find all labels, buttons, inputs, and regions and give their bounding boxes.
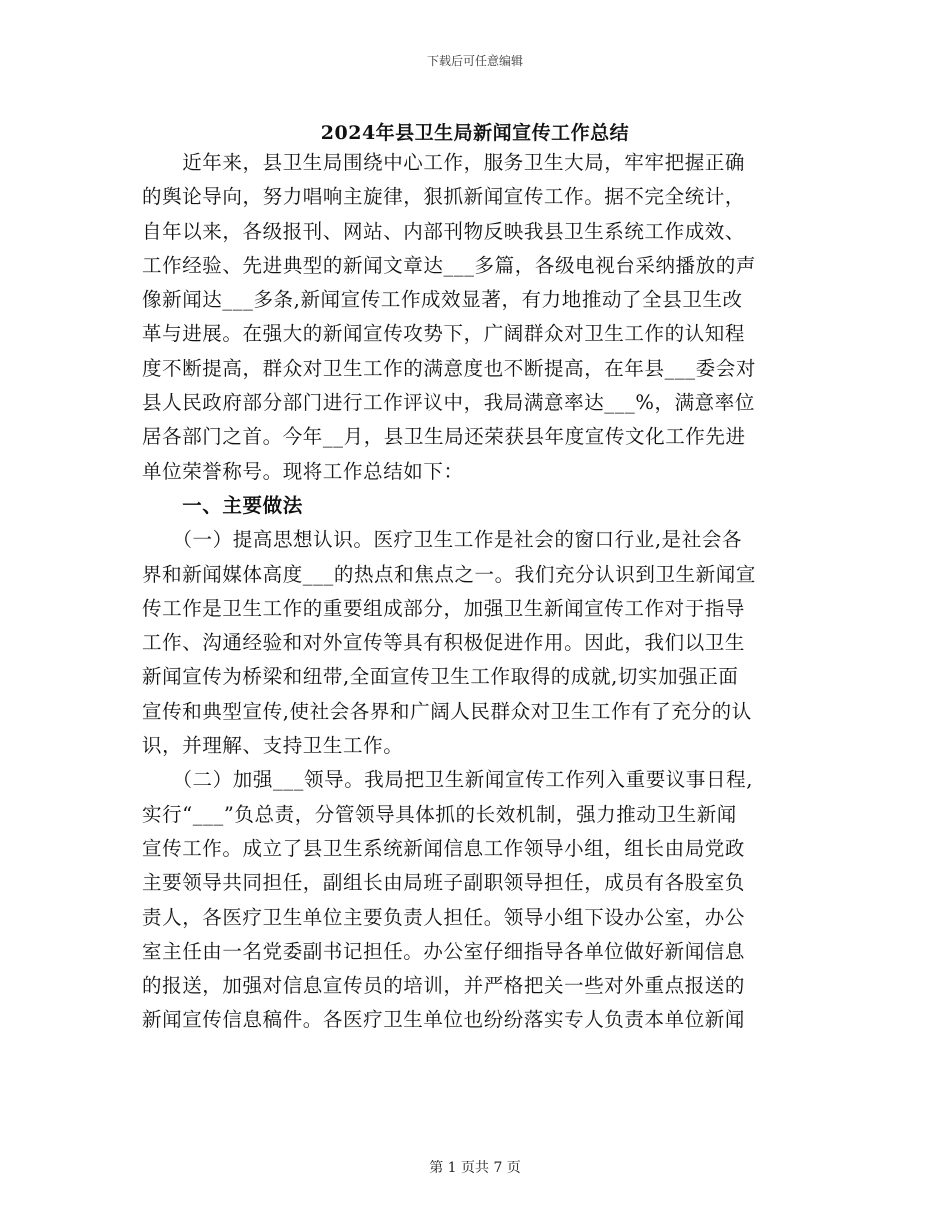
document-body xyxy=(142,146,832,1038)
body-line: 居各部门之首。今年__月，县卫生局还荣获县年度宣传文化工作先进 xyxy=(142,425,746,449)
body-line: 界和新闻媒体高度___的热点和焦点之一。我们充分认识到卫生新闻宣 xyxy=(142,562,756,586)
body-line: 工作、沟通经验和对外宣传等具有积极促进作用。因此，我们以卫生 xyxy=(142,631,746,655)
body-line: 度不断提高，群众对卫生工作的满意度也不断提高，在年县___委会对 xyxy=(142,356,756,380)
body-line: 室主任由一名党委副书记担任。办公室仔细指导各单位做好新闻信息 xyxy=(142,939,746,963)
body-line: （二）加强___领导。我局把卫生新闻宣传工作列入重要议事日程, xyxy=(142,768,753,792)
section-heading: 一、主要做法 xyxy=(142,493,303,517)
body-line: 实行“___”负总责，分管领导具体抓的长效机制，强力推动卫生新闻 xyxy=(142,802,737,826)
page-footer: 第 1 页共 7 页 xyxy=(429,1160,521,1176)
body-line: 自年以来，各级报刊、网站、内部刊物反映我县卫生系统工作成效、 xyxy=(142,219,746,243)
body-line: 新闻宣传为桥梁和纽带,全面宣传卫生工作取得的成就,切实加强正面 xyxy=(142,665,739,689)
body-line: 宣传工作。成立了县卫生系统新闻信息工作领导小组，组长由局党政 xyxy=(142,836,746,860)
body-line: 工作经验、先进典型的新闻文章达___多篇，各级电视台采纳播放的声 xyxy=(142,253,756,277)
body-line: 主要领导共同担任，副组长由局班子副职领导担任，成员有各股室负 xyxy=(142,871,746,895)
body-line: 像新闻达___多条,新闻宣传工作成效显著，有力地推动了全县卫生改 xyxy=(142,288,743,312)
body-line: 革与进展。在强大的新闻宣传攻势下，广阔群众对卫生工作的认知程 xyxy=(142,322,746,346)
body-line: 县人民政府部分部门进行工作评议中，我局满意率达___%，满意率位 xyxy=(142,391,755,415)
body-line: 新闻宣传信息稿件。各医疗卫生单位也纷纷落实专人负责本单位新闻 xyxy=(142,1008,746,1032)
body-line: 识，并理解、支持卫生工作。 xyxy=(142,734,404,758)
body-line: 宣传和典型宣传,使社会各界和广阔人民群众对卫生工作有了充分的认 xyxy=(142,699,752,723)
header-note: 下载后可任意编辑 xyxy=(426,54,523,68)
document-title: 2024年县卫生局新闻宣传工作总结 xyxy=(320,122,630,144)
body-line: 的舆论导向，努力唱响主旋律，狠抓新闻宣传工作。据不完全统计， xyxy=(142,185,746,209)
body-line: 单位荣誉称号。现将工作总结如下： xyxy=(142,459,464,483)
body-line: 近年来，县卫生局围绕中心工作，服务卫生大局，牢牢把握正确 xyxy=(142,151,746,174)
body-line: 的报送，加强对信息宣传员的培训，并严格把关一些对外重点报送的 xyxy=(142,974,746,998)
body-line: 传工作是卫生工作的重要组成部分，加强卫生新闻宣传工作对于指导 xyxy=(142,596,746,620)
body-line: （一）提高思想认识。医疗卫生工作是社会的窗口行业,是社会各 xyxy=(142,528,743,552)
body-line: 责人，各医疗卫生单位主要负责人担任。领导小组下设办公室，办公 xyxy=(142,905,746,929)
